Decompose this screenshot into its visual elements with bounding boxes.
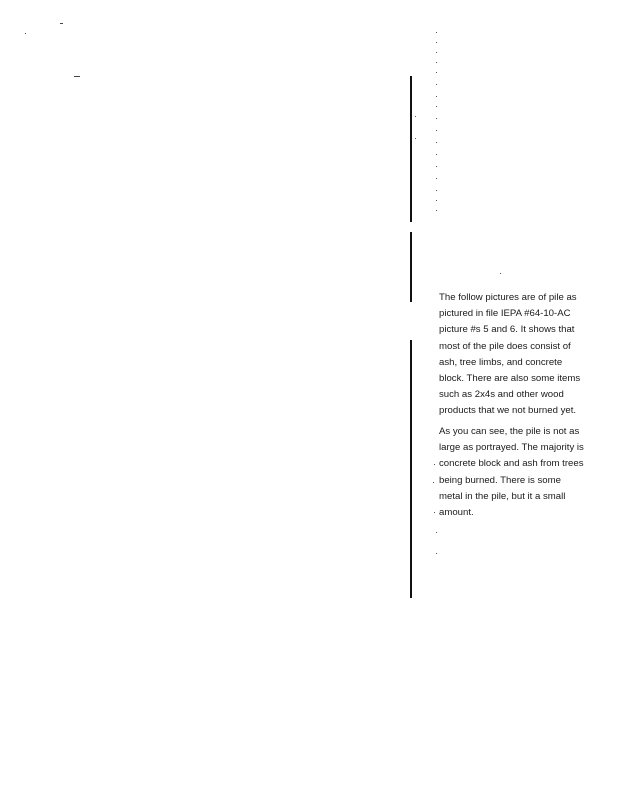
text-line: amount. xyxy=(439,507,474,519)
text-line: pictured in file IEPA #64-10-AC xyxy=(439,308,571,320)
text-line: being burned. There is some xyxy=(439,474,561,486)
scan-speck xyxy=(60,23,63,24)
margin-rule xyxy=(410,232,412,302)
text-line: products that we not burned yet. xyxy=(439,405,577,417)
text-line: picture #s 5 and 6. It shows that xyxy=(439,324,575,336)
text-line: ash, tree limbs, and concrete xyxy=(439,356,563,368)
text-line: The follow pictures are of pile as xyxy=(439,292,577,303)
scan-speck xyxy=(25,33,26,34)
margin-rule xyxy=(410,340,412,598)
text-line: As you can see, the pile is not as xyxy=(439,426,580,437)
text-line: concrete block and ash from trees xyxy=(439,458,584,470)
text-line: most of the pile does consist of xyxy=(439,340,571,352)
text-line: large as portrayed. The majority is xyxy=(439,442,584,454)
margin-rule xyxy=(410,76,412,222)
text-line: block. There are also some items xyxy=(439,373,581,385)
paragraph-pile-photos xyxy=(439,290,597,420)
text-line: metal in the pile, but it a small xyxy=(439,490,566,502)
text-line: such as 2x4s and other wood xyxy=(439,389,564,401)
scan-dash xyxy=(74,76,80,77)
paragraph-pile-size xyxy=(439,424,597,521)
